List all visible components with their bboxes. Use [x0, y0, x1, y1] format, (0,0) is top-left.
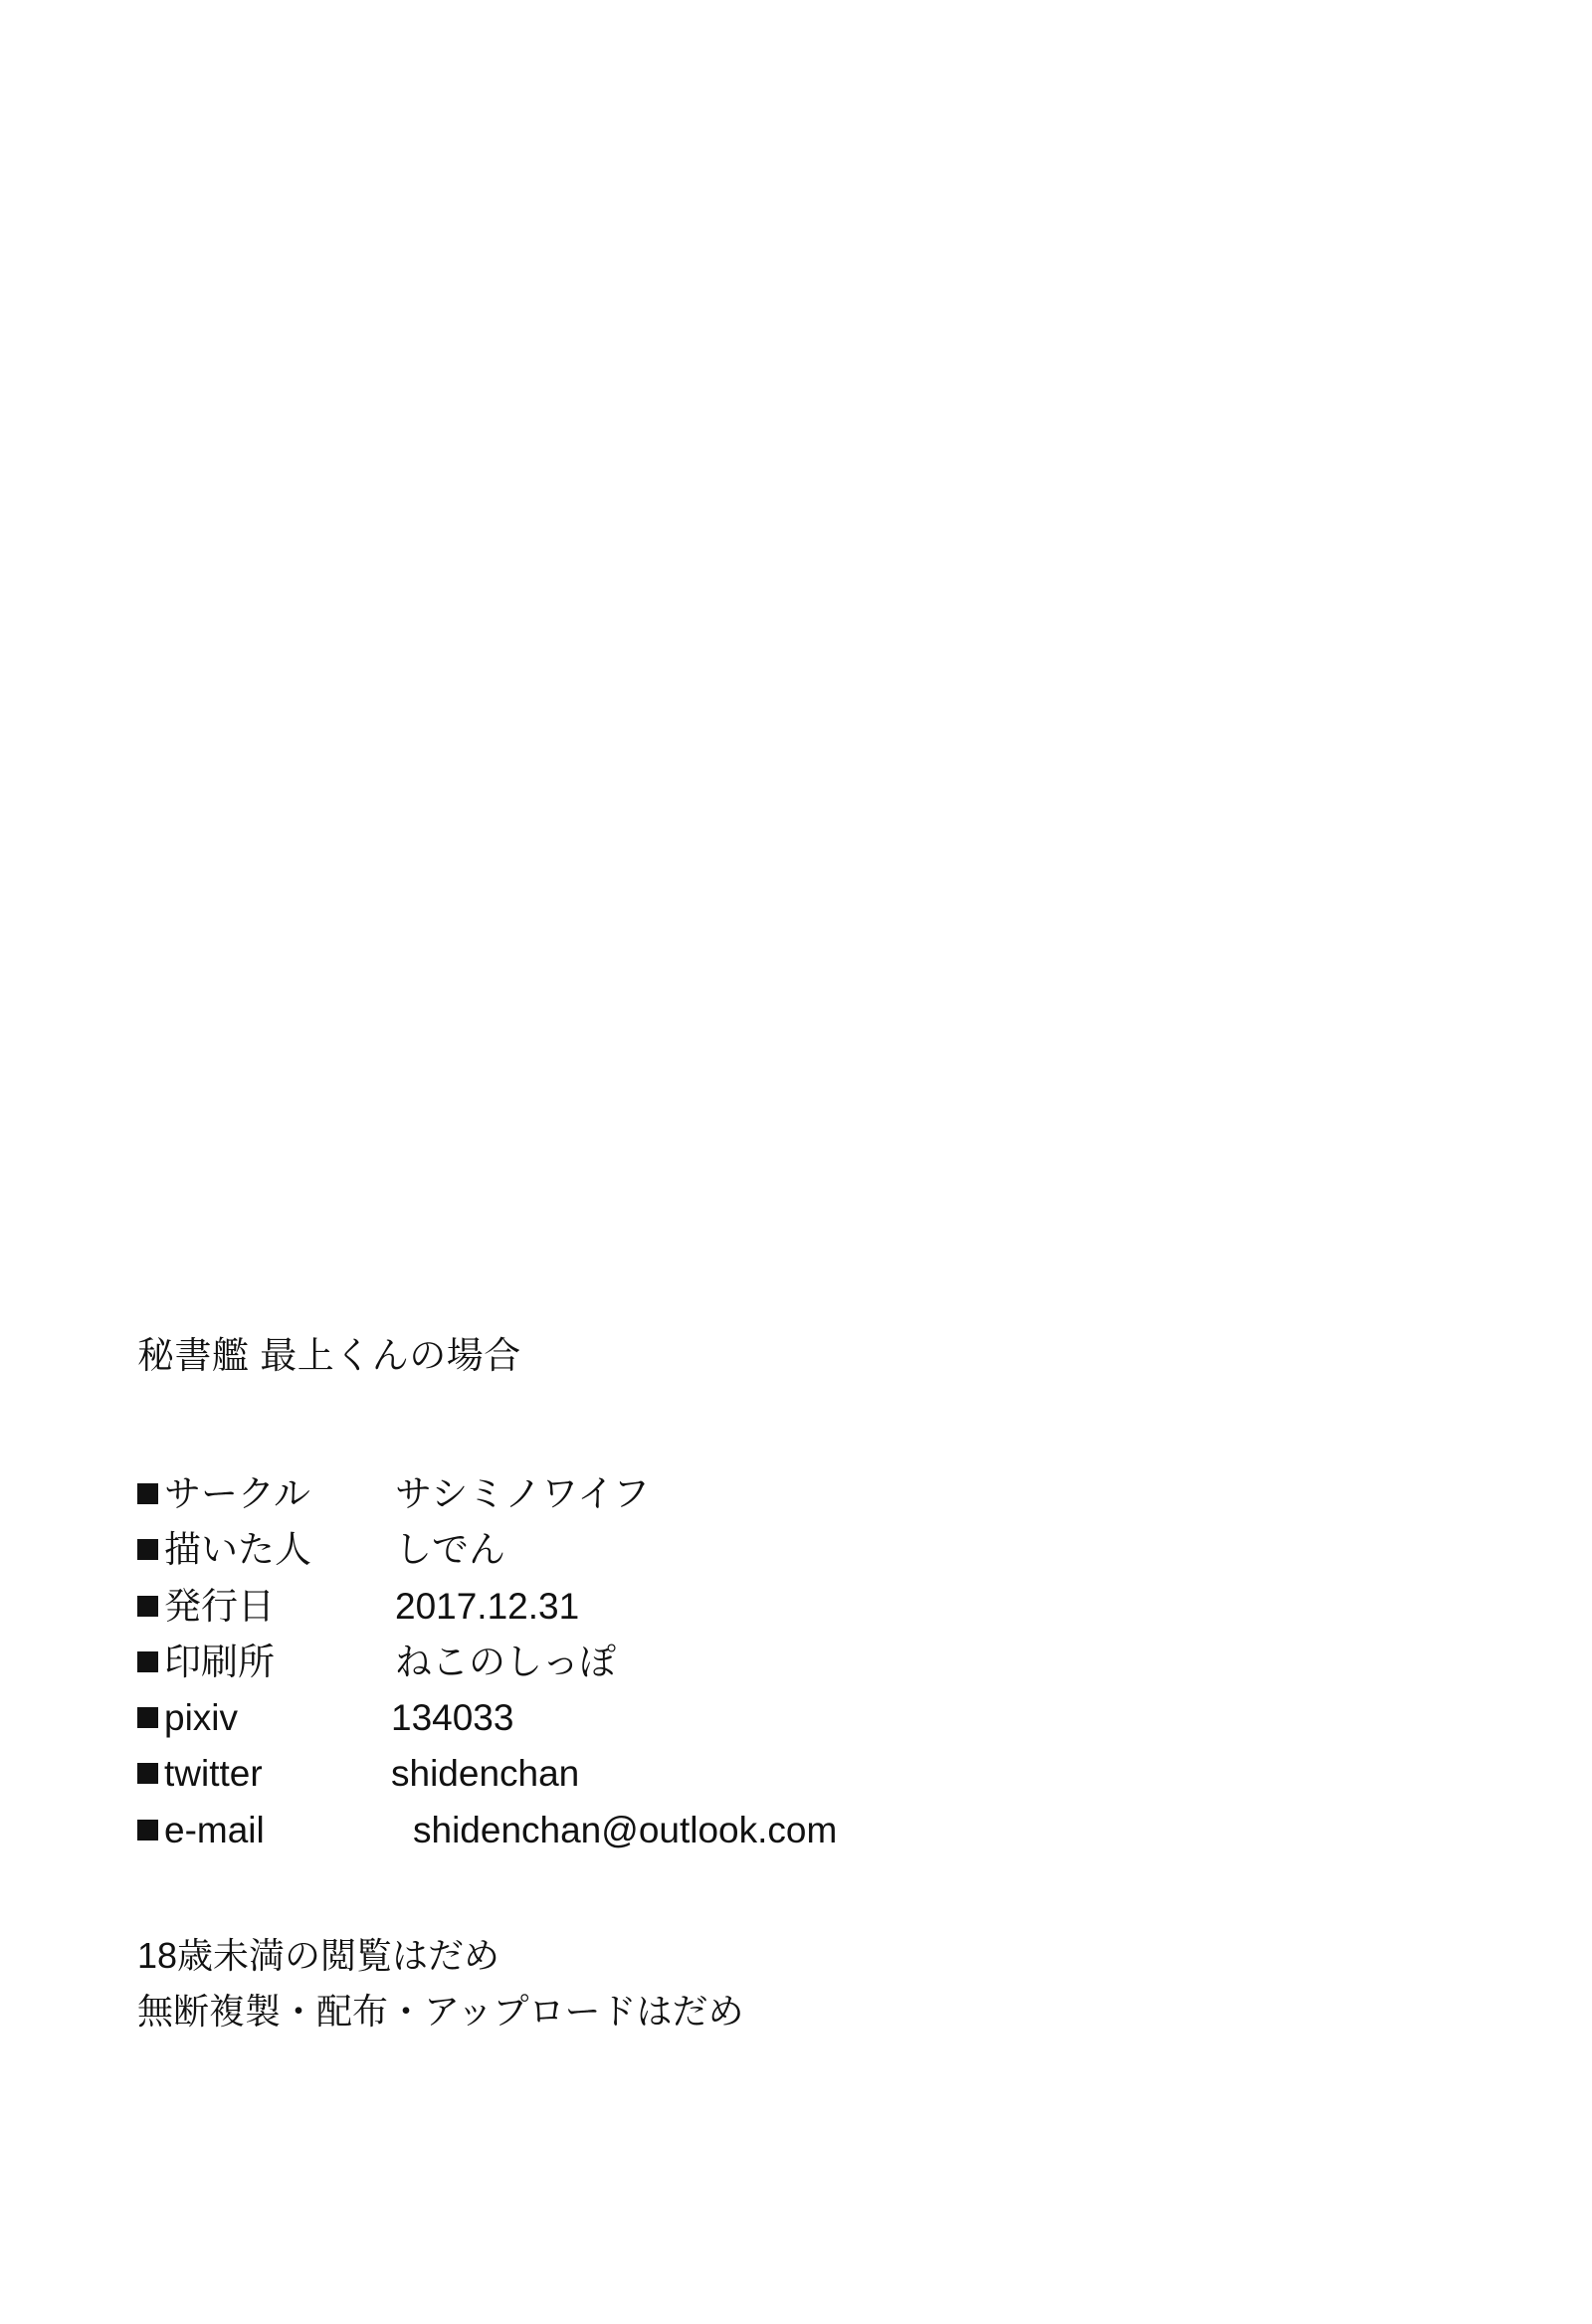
credit-value: shidenchan@outlook.com	[413, 1809, 838, 1850]
credit-label: 発行日	[164, 1585, 275, 1627]
notices-block	[137, 1928, 1311, 2039]
credit-value: 134033	[391, 1697, 514, 1739]
square-bullet-icon	[137, 1651, 158, 1672]
credit-row-pixiv	[137, 1690, 1311, 1746]
square-bullet-icon	[137, 1763, 158, 1784]
credits-list	[137, 1466, 1311, 1858]
credit-value: サシミノワイフ	[395, 1473, 651, 1515]
credit-label: 印刷所	[164, 1641, 275, 1682]
credit-label: pixiv	[164, 1697, 239, 1739]
credit-row-email	[137, 1803, 1311, 1858]
colophon-block	[137, 1333, 1311, 2038]
square-bullet-icon	[137, 1820, 158, 1840]
page-title: 秘書艦 最上くんの場合	[137, 1335, 521, 1376]
credit-row-artist	[137, 1522, 1311, 1578]
credit-value: ねこのしっぽ	[395, 1641, 616, 1682]
square-bullet-icon	[137, 1539, 158, 1560]
credit-row-publication-date	[137, 1579, 1311, 1635]
square-bullet-icon	[137, 1707, 158, 1728]
square-bullet-icon	[137, 1596, 158, 1617]
redistribution-notice: 無断複製・配布・アップロードはだめ	[137, 1990, 744, 2032]
square-bullet-icon	[137, 1483, 158, 1504]
age-restriction-notice: 18歳未満の閲覧はだめ	[137, 1934, 500, 1976]
credit-label: twitter	[164, 1753, 263, 1795]
credit-label: サークル	[164, 1473, 310, 1515]
credit-row-printer	[137, 1635, 1311, 1690]
credit-label: 描いた人	[164, 1529, 311, 1571]
credit-value: しでん	[395, 1529, 505, 1571]
credit-value: 2017.12.31	[395, 1585, 580, 1627]
credit-label: e-mail	[164, 1809, 265, 1850]
credit-value: shidenchan	[391, 1753, 580, 1795]
credit-row-circle	[137, 1466, 1311, 1522]
credit-row-twitter	[137, 1746, 1311, 1802]
